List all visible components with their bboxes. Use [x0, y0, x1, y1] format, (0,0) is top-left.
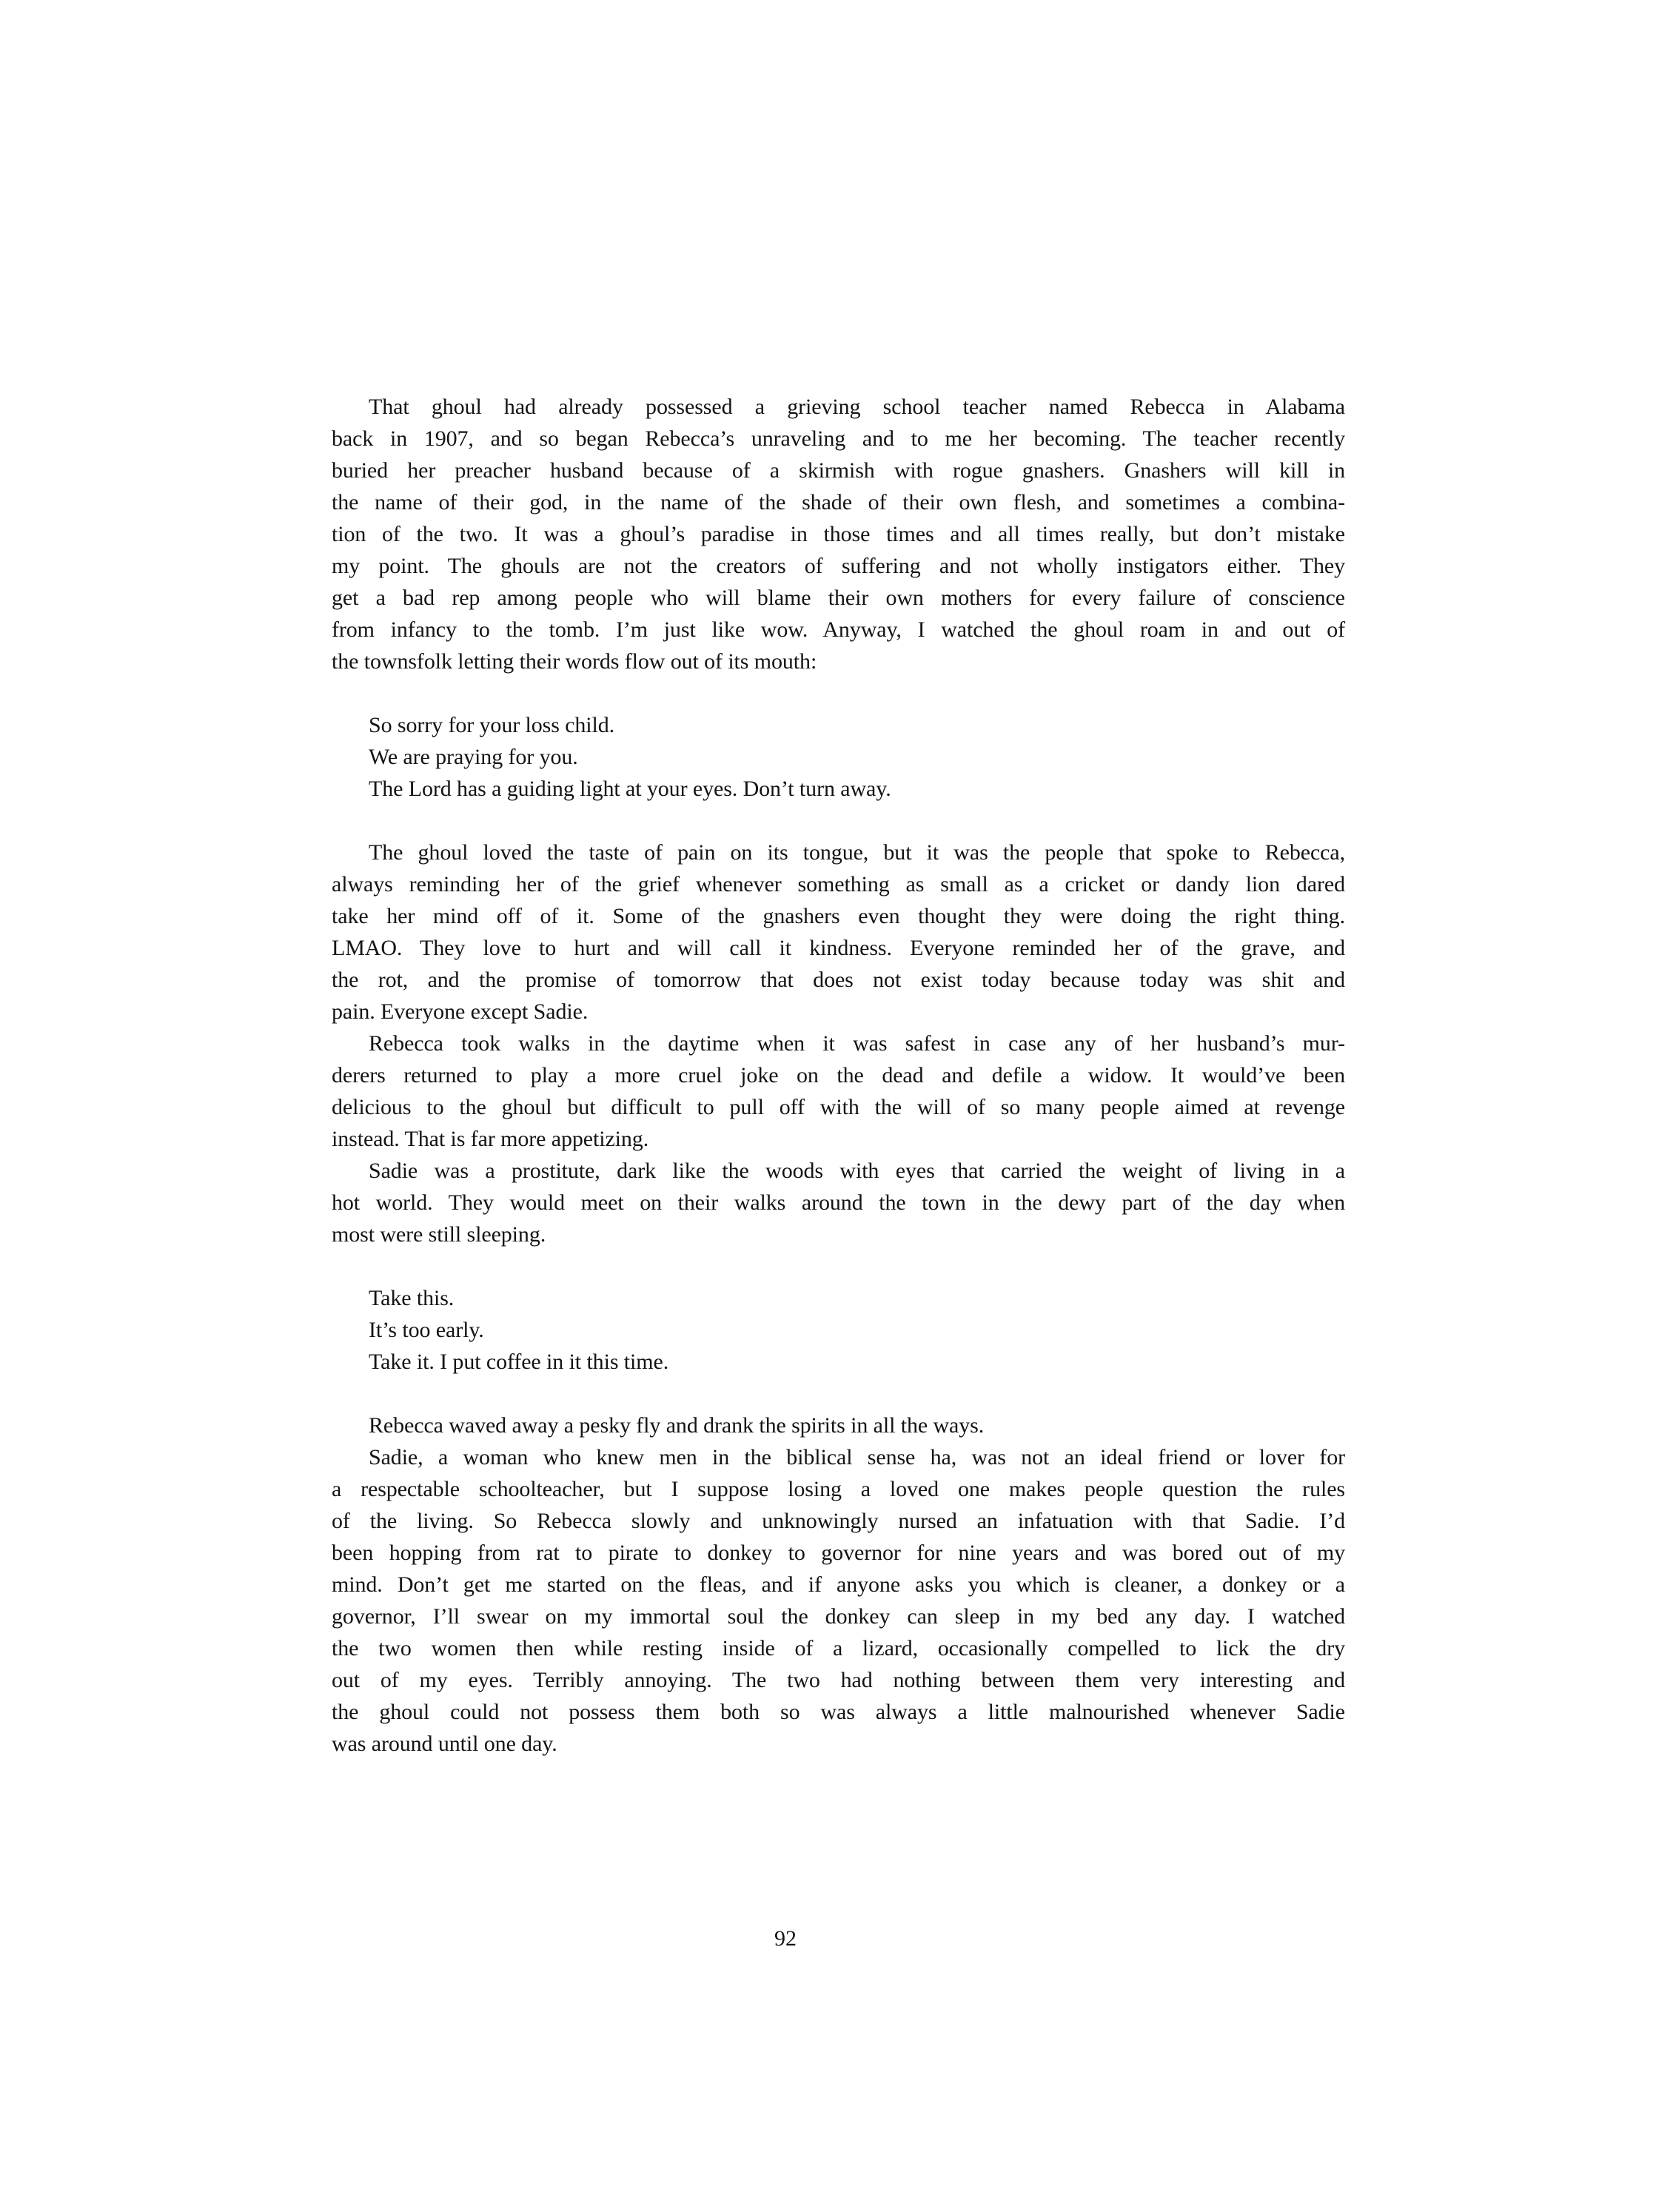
paragraph — [332, 1441, 1345, 1760]
text-line: buried her preacher husband because of a skirmish with rogue gnashers. Gnashers will kill in — [332, 458, 1345, 483]
text-line: hot world. They would meet on their walks around the town in the dewy part of the day when — [332, 1190, 1345, 1215]
text-line: tion of the two. It was a ghoul’s paradise in those times and all times really, but don’t mistake — [332, 522, 1345, 546]
text-line: That ghoul had already possessed a grieving school teacher named Rebecca in Alabama — [369, 395, 1345, 419]
dialogue-block — [332, 709, 1345, 805]
text-line: always reminding her of the grief whenever something as small as a cricket or dandy lion dared — [332, 872, 1345, 896]
dialogue-block — [332, 1282, 1345, 1378]
text-line: Take this. — [369, 1286, 455, 1310]
text-line: Rebecca took walks in the daytime when it was safest in case any of her husband’s mur- — [369, 1031, 1345, 1056]
text-line: the two women then while resting inside of a lizard, occasionally compelled to lick the dry — [332, 1636, 1345, 1660]
text-line: It’s too early. — [369, 1318, 484, 1342]
text-line: the rot, and the promise of tomorrow that does not exist today because today was shit and — [332, 968, 1345, 992]
text-line: derers returned to play a more cruel joke on the dead and defile a widow. It would’ve been — [332, 1063, 1345, 1087]
text-line: The ghoul loved the taste of pain on its tongue, but it was the people that spoke to Rebecca, — [369, 840, 1345, 865]
text-line: LMAO. They love to hurt and will call it kindness. Everyone reminded her of the grave, and — [332, 936, 1345, 960]
text-line: So sorry for your loss child. — [369, 713, 615, 737]
text-line: was around until one day. — [332, 1732, 557, 1756]
paragraph — [332, 1155, 1345, 1250]
paragraph — [332, 1410, 1345, 1441]
text-line: most were still sleeping. — [332, 1222, 546, 1247]
text-line: pain. Everyone except Sadie. — [332, 999, 589, 1024]
text-line: the ghoul could not possess them both so was always a little malnourished whenever Sadie — [332, 1700, 1345, 1724]
text-line: Sadie was a prostitute, dark like the woods with eyes that carried the weight of living in a — [369, 1159, 1345, 1183]
text-line: We are praying for you. — [369, 745, 578, 769]
text-line: from infancy to the tomb. I’m just like wow. Anyway, I watched the ghoul roam in and out of — [332, 617, 1345, 642]
text-line: back in 1907, and so began Rebecca’s unraveling and to me her becoming. The teacher recently — [332, 426, 1345, 451]
page-number: 92 — [774, 1926, 797, 1951]
text-line: instead. That is far more appetizing. — [332, 1127, 649, 1151]
text-line: Rebecca waved away a pesky fly and drank the spirits in all the ways. — [369, 1413, 985, 1438]
text-line: a respectable schoolteacher, but I suppose losing a loved one makes people question the rules — [332, 1477, 1345, 1501]
text-line: delicious to the ghoul but difficult to pull off with the will of so many people aimed at revenge — [332, 1095, 1345, 1119]
text-line: get a bad rep among people who will blame their own mothers for every failure of conscience — [332, 586, 1345, 610]
paragraph — [332, 391, 1345, 677]
paragraph — [332, 1028, 1345, 1155]
text-line: out of my eyes. Terribly annoying. The two had nothing between them very interesting and — [332, 1668, 1345, 1692]
text-line: Sadie, a woman who knew men in the biblical sense ha, was not an ideal friend or lover for — [369, 1445, 1345, 1469]
text-line: governor, I’ll swear on my immortal soul the donkey can sleep in my bed any day. I watched — [332, 1604, 1345, 1629]
paragraph — [332, 837, 1345, 1028]
text-line: my point. The ghouls are not the creators of suffering and not wholly instigators either. They — [332, 554, 1345, 578]
text-line: mind. Don’t get me started on the fleas, and if anyone asks you which is cleaner, a donkey or a — [332, 1572, 1345, 1597]
text-line: Take it. I put coffee in it this time. — [369, 1350, 669, 1374]
text-line: the townsfolk letting their words flow out of its mouth: — [332, 649, 817, 674]
text-line: take her mind off of it. Some of the gnashers even thought they were doing the right thing. — [332, 904, 1345, 928]
text-line: The Lord has a guiding light at your eyes. Don’t turn away. — [369, 777, 891, 801]
page-text-block — [332, 391, 1345, 1760]
text-line: been hopping from rat to pirate to donkey to governor for nine years and was bored out of my — [332, 1541, 1345, 1565]
text-line: of the living. So Rebecca slowly and unknowingly nursed an infatuation with that Sadie. I’d — [332, 1509, 1345, 1533]
text-line: the name of their god, in the name of the shade of their own flesh, and sometimes a combina- — [332, 490, 1345, 515]
